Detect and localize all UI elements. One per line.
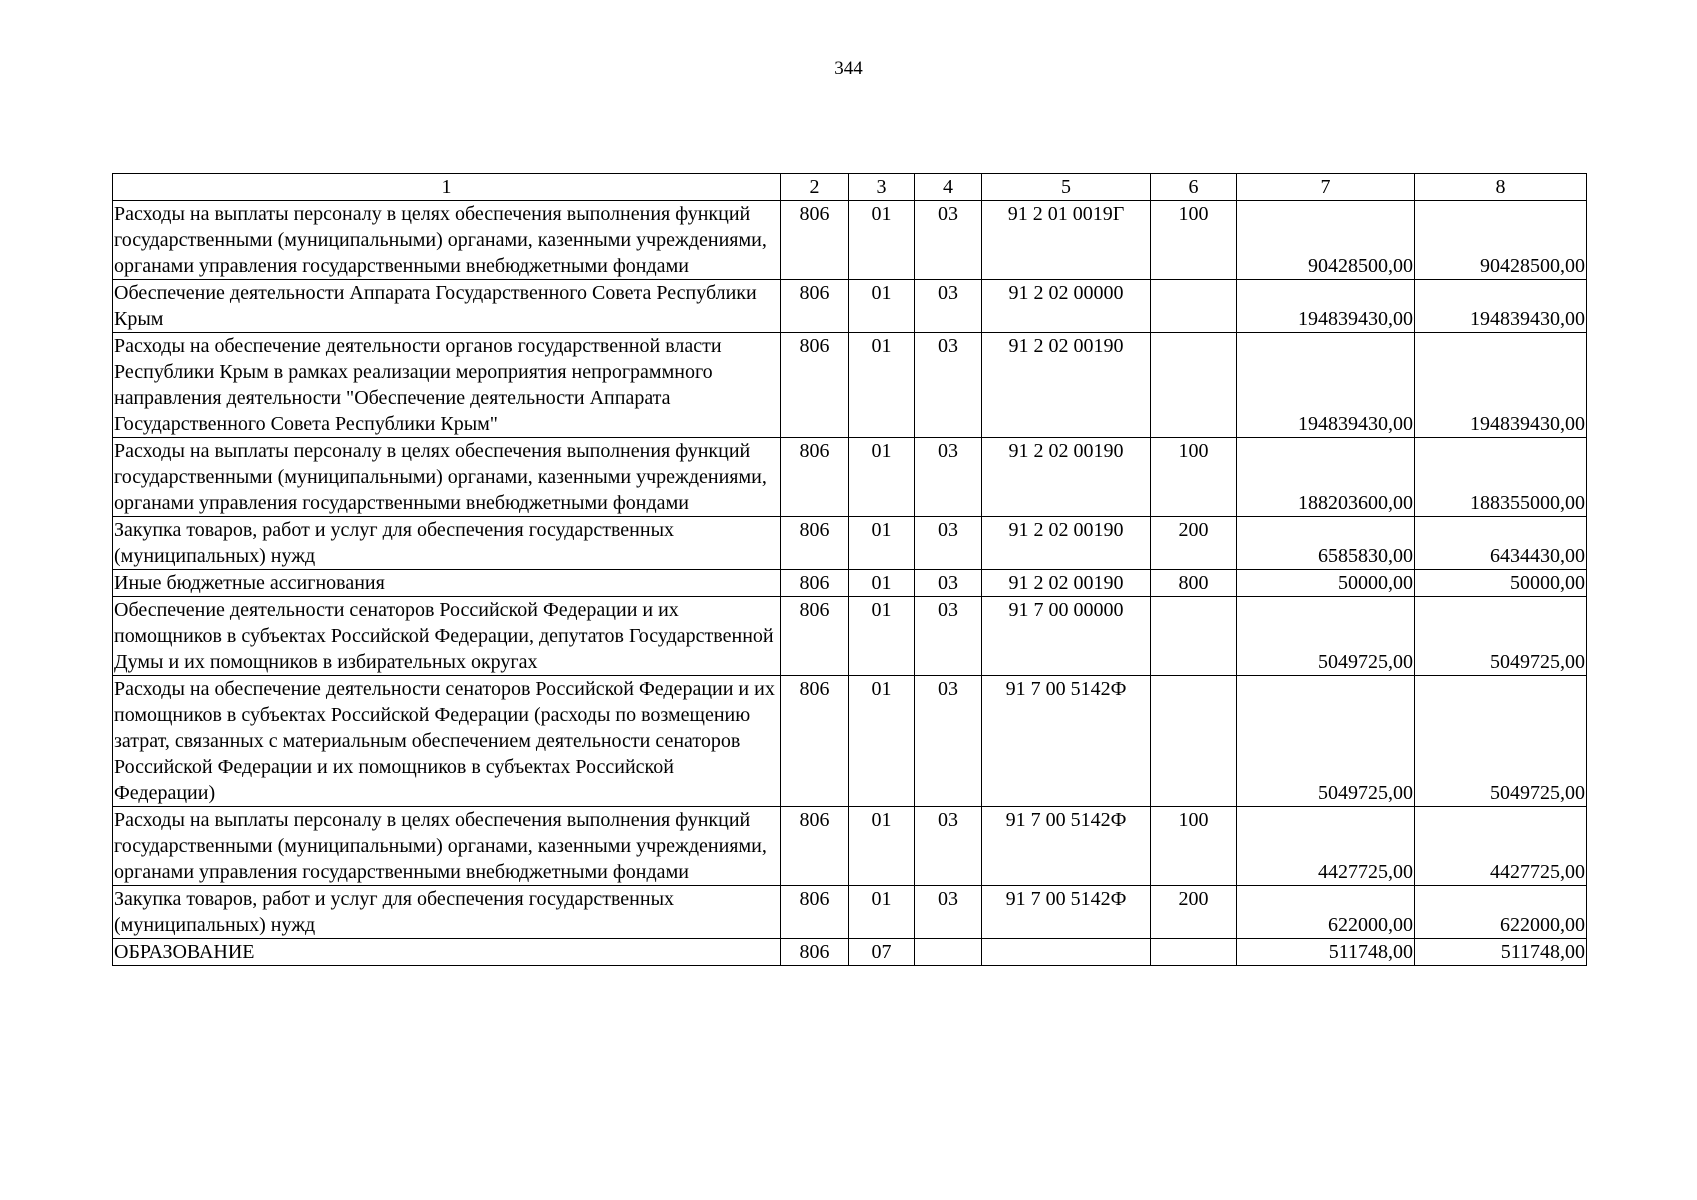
subsection-code: 03	[915, 201, 982, 280]
column-header: 4	[915, 174, 982, 201]
column-header: 8	[1415, 174, 1587, 201]
subsection-code	[915, 939, 982, 966]
expense-type-code	[1151, 676, 1237, 807]
column-header: 1	[113, 174, 781, 201]
expense-name: Обеспечение деятельности Аппарата Государственного Совета Республики Крым	[113, 280, 781, 333]
expense-name: Расходы на выплаты персоналу в целях обеспечения выполнения функций государственными (муниципальными) органами, казенными учреждениями, органами управления государственными внебюджетными фондами	[113, 201, 781, 280]
table-header-row	[113, 174, 1587, 201]
amount-col7: 194839430,00	[1237, 280, 1415, 333]
grbs-code: 806	[781, 597, 849, 676]
target-article-code: 91 7 00 5142Ф	[982, 807, 1151, 886]
table-row	[113, 886, 1587, 939]
section-code: 01	[849, 570, 915, 597]
grbs-code: 806	[781, 807, 849, 886]
expense-type-code: 200	[1151, 517, 1237, 570]
amount-col7: 50000,00	[1237, 570, 1415, 597]
target-article-code	[982, 939, 1151, 966]
table-row	[113, 201, 1587, 280]
amount-col7: 5049725,00	[1237, 676, 1415, 807]
subsection-code: 03	[915, 517, 982, 570]
table-row	[113, 517, 1587, 570]
grbs-code: 806	[781, 201, 849, 280]
amount-col8: 50000,00	[1415, 570, 1587, 597]
expense-name: Расходы на выплаты персоналу в целях обеспечения выполнения функций государственными (муниципальными) органами, казенными учреждениями, органами управления государственными внебюджетными фондами	[113, 438, 781, 517]
amount-col7: 5049725,00	[1237, 597, 1415, 676]
grbs-code: 806	[781, 939, 849, 966]
amount-col8: 194839430,00	[1415, 333, 1587, 438]
expense-name: Закупка товаров, работ и услуг для обеспечения государственных (муниципальных) нужд	[113, 886, 781, 939]
column-header: 5	[982, 174, 1151, 201]
grbs-code: 806	[781, 517, 849, 570]
target-article-code: 91 2 01 0019Г	[982, 201, 1151, 280]
subsection-code: 03	[915, 676, 982, 807]
table-row	[113, 807, 1587, 886]
column-header: 2	[781, 174, 849, 201]
subsection-code: 03	[915, 280, 982, 333]
subsection-code: 03	[915, 597, 982, 676]
section-code: 01	[849, 807, 915, 886]
expense-type-code	[1151, 597, 1237, 676]
expense-type-code: 100	[1151, 438, 1237, 517]
expense-name: ОБРАЗОВАНИЕ	[113, 939, 781, 966]
column-header: 6	[1151, 174, 1237, 201]
amount-col7: 6585830,00	[1237, 517, 1415, 570]
amount-col8: 194839430,00	[1415, 280, 1587, 333]
amount-col8: 5049725,00	[1415, 597, 1587, 676]
target-article-code: 91 7 00 5142Ф	[982, 676, 1151, 807]
subsection-code: 03	[915, 333, 982, 438]
expense-name: Расходы на выплаты персоналу в целях обеспечения выполнения функций государственными (муниципальными) органами, казенными учреждениями, органами управления государственными внебюджетными фондами	[113, 807, 781, 886]
section-code: 01	[849, 886, 915, 939]
target-article-code: 91 2 02 00190	[982, 333, 1151, 438]
subsection-code: 03	[915, 570, 982, 597]
section-code: 07	[849, 939, 915, 966]
subsection-code: 03	[915, 807, 982, 886]
table-row	[113, 676, 1587, 807]
column-header: 3	[849, 174, 915, 201]
grbs-code: 806	[781, 280, 849, 333]
target-article-code: 91 7 00 00000	[982, 597, 1151, 676]
table-row	[113, 333, 1587, 438]
table-row	[113, 280, 1587, 333]
expense-type-code	[1151, 939, 1237, 966]
target-article-code: 91 2 02 00190	[982, 570, 1151, 597]
expense-name: Обеспечение деятельности сенаторов Российской Федерации и их помощников в субъектах Российской Федерации, депутатов Государственной Думы и их помощников в избирательных округах	[113, 597, 781, 676]
table-row	[113, 570, 1587, 597]
amount-col8: 6434430,00	[1415, 517, 1587, 570]
amount-col7: 194839430,00	[1237, 333, 1415, 438]
amount-col7: 622000,00	[1237, 886, 1415, 939]
section-code: 01	[849, 280, 915, 333]
amount-col7: 90428500,00	[1237, 201, 1415, 280]
expense-name: Иные бюджетные ассигнования	[113, 570, 781, 597]
target-article-code: 91 2 02 00190	[982, 517, 1151, 570]
grbs-code: 806	[781, 570, 849, 597]
expense-type-code: 100	[1151, 201, 1237, 280]
grbs-code: 806	[781, 886, 849, 939]
amount-col8: 5049725,00	[1415, 676, 1587, 807]
target-article-code: 91 2 02 00000	[982, 280, 1151, 333]
section-code: 01	[849, 676, 915, 807]
amount-col7: 511748,00	[1237, 939, 1415, 966]
expense-name: Закупка товаров, работ и услуг для обеспечения государственных (муниципальных) нужд	[113, 517, 781, 570]
table-row	[113, 597, 1587, 676]
expense-type-code	[1151, 280, 1237, 333]
amount-col8: 188355000,00	[1415, 438, 1587, 517]
expense-type-code: 200	[1151, 886, 1237, 939]
target-article-code: 91 2 02 00190	[982, 438, 1151, 517]
section-code: 01	[849, 597, 915, 676]
section-code: 01	[849, 517, 915, 570]
expense-type-code	[1151, 333, 1237, 438]
expense-name: Расходы на обеспечение деятельности сенаторов Российской Федерации и их помощников в субъектах Российской Федерации (расходы по возмещению затрат, связанных с материальным обеспечением деятельности сенаторов Российской Федерации и их помощников в субъектах Российской Федерации)	[113, 676, 781, 807]
amount-col8: 90428500,00	[1415, 201, 1587, 280]
amount-col8: 622000,00	[1415, 886, 1587, 939]
amount-col7: 4427725,00	[1237, 807, 1415, 886]
grbs-code: 806	[781, 676, 849, 807]
grbs-code: 806	[781, 333, 849, 438]
section-code: 01	[849, 333, 915, 438]
budget-table	[112, 173, 1587, 966]
amount-col7: 188203600,00	[1237, 438, 1415, 517]
section-code: 01	[849, 438, 915, 517]
amount-col8: 511748,00	[1415, 939, 1587, 966]
subsection-code: 03	[915, 886, 982, 939]
column-header: 7	[1237, 174, 1415, 201]
target-article-code: 91 7 00 5142Ф	[982, 886, 1151, 939]
table-row	[113, 939, 1587, 966]
expense-type-code: 800	[1151, 570, 1237, 597]
amount-col8: 4427725,00	[1415, 807, 1587, 886]
expense-type-code: 100	[1151, 807, 1237, 886]
grbs-code: 806	[781, 438, 849, 517]
expense-name: Расходы на обеспечение деятельности органов государственной власти Республики Крым в рамках реализации мероприятия непрограммного направления деятельности "Обеспечение деятельности Аппарата Государственного Совета Республики Крым"	[113, 333, 781, 438]
page-number: 344	[834, 58, 863, 79]
table-row	[113, 438, 1587, 517]
section-code: 01	[849, 201, 915, 280]
subsection-code: 03	[915, 438, 982, 517]
